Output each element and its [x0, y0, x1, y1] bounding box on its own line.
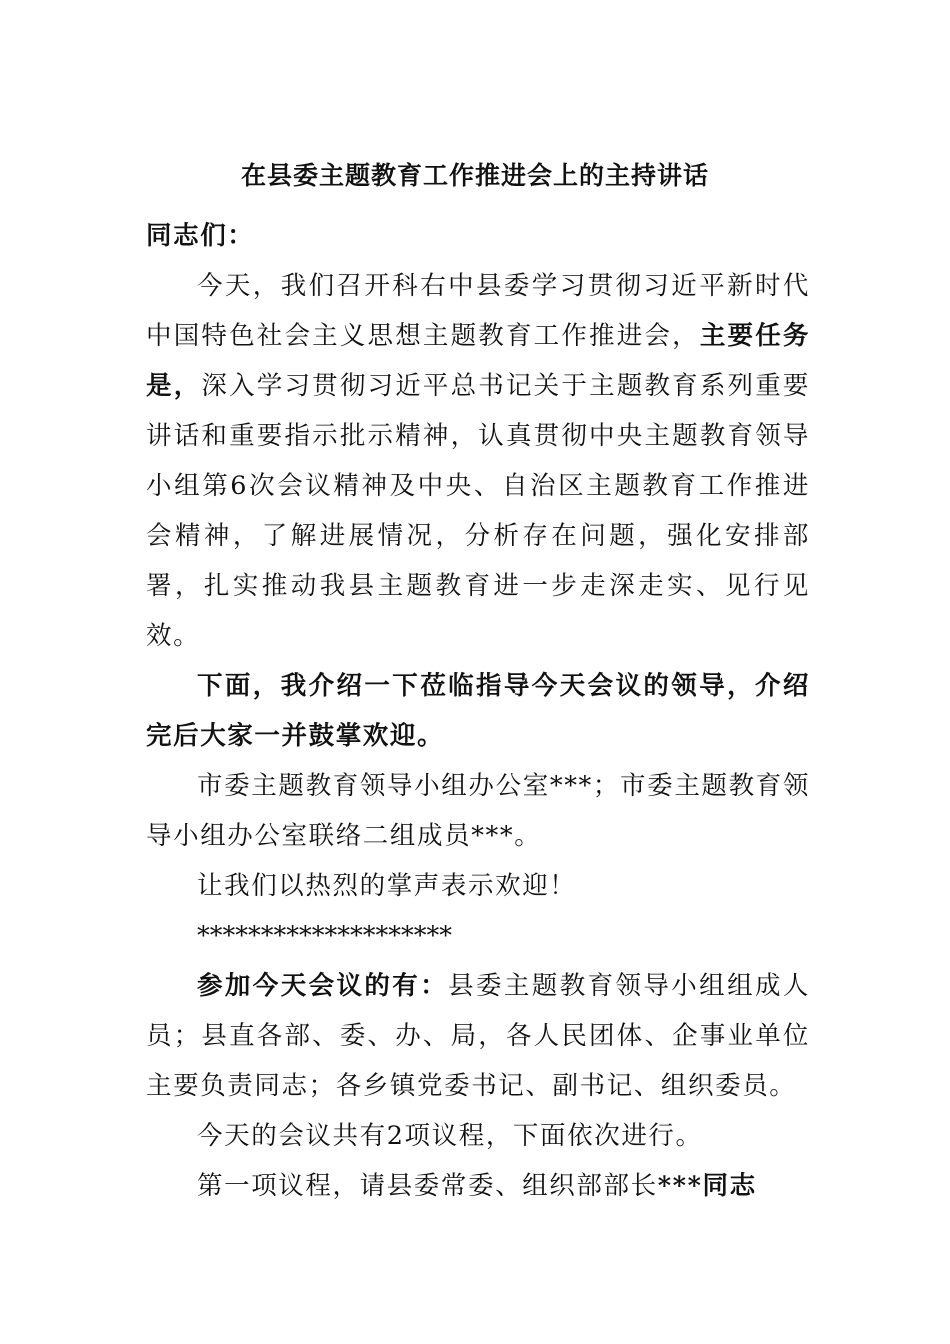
- main-task-label: 主要任务是，: [146, 321, 810, 401]
- paragraph-leaders: 市委主题教育领导小组办公室***；市委主题教育领导小组办公室联络二组成员***。: [146, 771, 810, 851]
- document-body: [146, 211, 810, 1211]
- paragraph-opening: [146, 261, 810, 661]
- first-item-text: 第一项议程，请县委常委、组织部部长: [197, 1171, 658, 1201]
- paragraph-first-item: [146, 1161, 810, 1211]
- paragraph-opening-text-cont: 深入学习贯彻习近平总书记关于主题教育系列重要讲话和重要指示批示精神，认真贯彻中央主题教育领导小组第6次会议精神及中央、自治区主题教育工作推进会精神，了解进展情况，分析存在问题，强化安排部署，扎实推动我县主题教育进一步走深走实、见行见效。: [146, 371, 811, 651]
- attendees-label: 参加今天会议的有：: [197, 971, 449, 1001]
- paragraph-welcome: 让我们以热烈的掌声表示欢迎！: [197, 871, 577, 901]
- paragraph-introduction: 下面，我介绍一下莅临指导今天会议的领导，介绍完后大家一并鼓掌欢迎。: [146, 671, 810, 751]
- paragraph-attendees: [146, 961, 810, 1111]
- paragraph-opening-text: 今天，我们召开科右中县委学习贯彻习近平新时代中国特色社会主义思想主题教育工作推进会，: [146, 271, 810, 351]
- first-item-speaker: ***同志: [657, 1171, 757, 1201]
- separator-line: ********************: [197, 921, 452, 951]
- salutation: 同志们：: [146, 221, 255, 251]
- attendees-text: 县委主题教育领导小组组成人员；县直各部、委、办、局，各人民团体、企事业单位主要负责同志；各乡镇党委书记、副书记、组织委员。: [146, 971, 810, 1101]
- document-title: 在县委主题教育工作推进会上的主持讲话: [240, 161, 709, 190]
- paragraph-agenda: 今天的会议共有2项议程，下面依次进行。: [197, 1121, 703, 1151]
